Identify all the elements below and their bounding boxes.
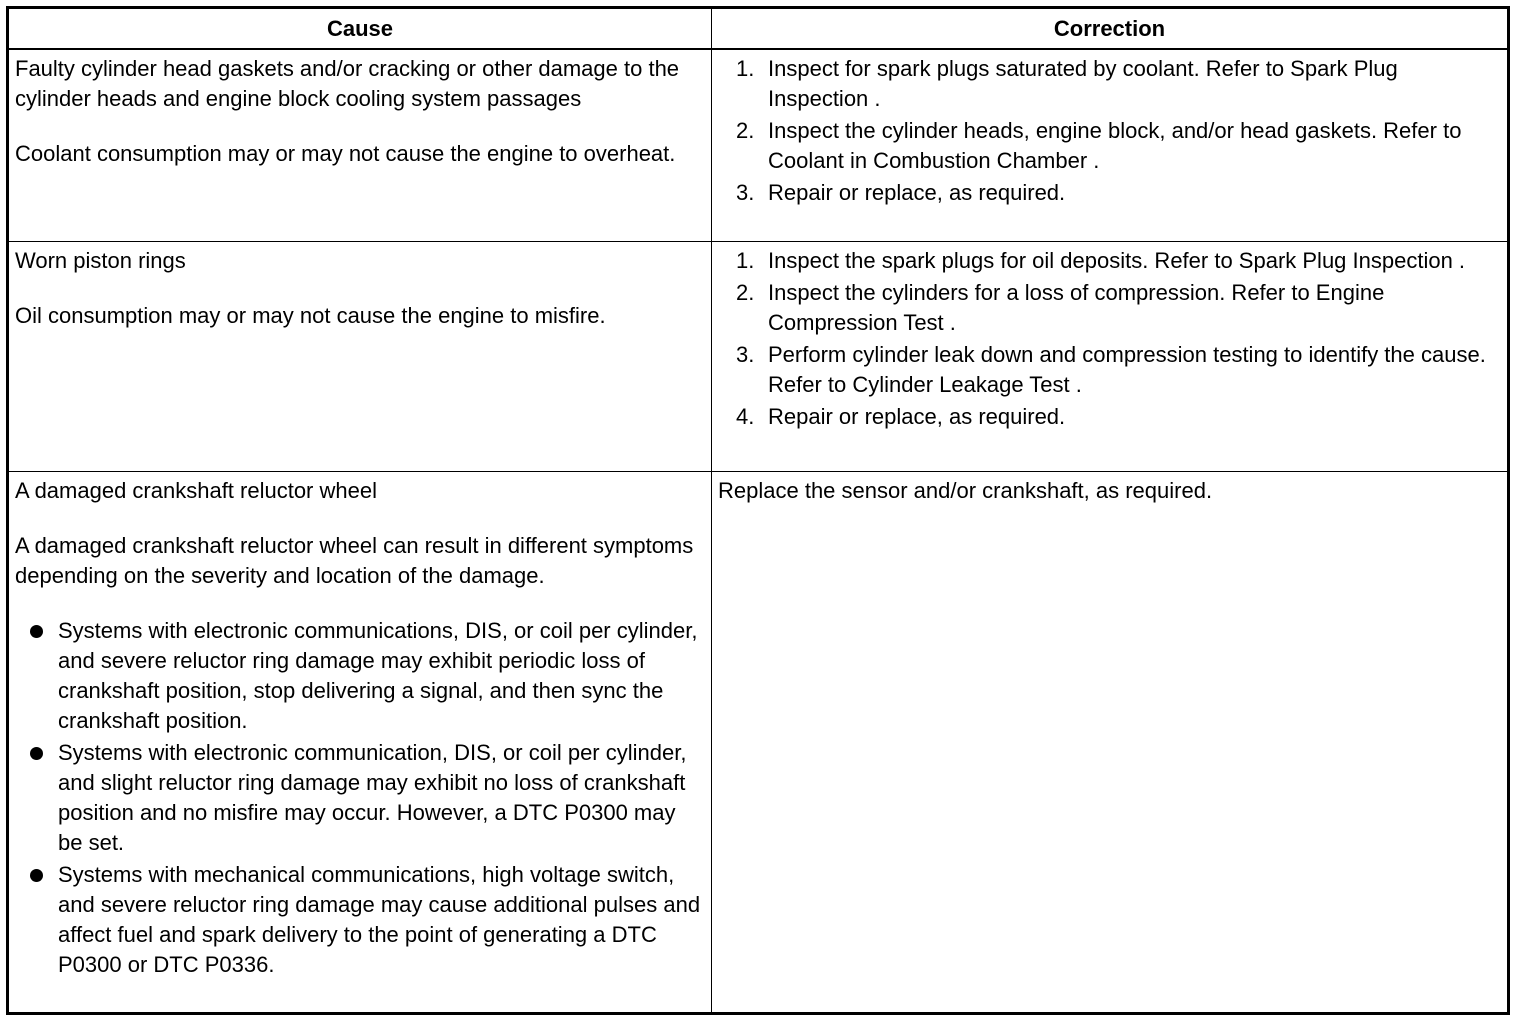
step-text: Inspect the spark plugs for oil deposits. Refer to Spark Plug Inspection .	[768, 248, 1466, 273]
step-text: Inspect the cylinders for a loss of compression. Refer to Engine Compression Test .	[768, 280, 1385, 335]
step-item	[718, 340, 1501, 400]
correction-steps	[718, 246, 1501, 432]
correction-cell	[712, 242, 1509, 472]
bullet-item	[15, 738, 705, 858]
step-number: 2.	[736, 280, 755, 305]
table-header-row	[8, 8, 1509, 50]
table-row	[8, 472, 1509, 1014]
step-item	[718, 278, 1501, 338]
diagnostic-table	[6, 6, 1510, 1015]
bullet-item	[15, 616, 705, 736]
step-number: 1.	[736, 248, 755, 273]
cause-cell	[8, 49, 712, 242]
step-number: 3.	[736, 180, 755, 205]
step-item	[718, 402, 1501, 432]
step-text: Inspect the cylinder heads, engine block, and/or head gaskets. Refer to Coolant in Combustion Chamber .	[768, 118, 1462, 173]
cause-cell	[8, 472, 712, 1014]
correction-cell	[712, 472, 1509, 1014]
correction-text: Replace the sensor and/or crankshaft, as required.	[718, 478, 1213, 503]
cause-text: A damaged crankshaft reluctor wheel	[15, 478, 377, 503]
correction-cell	[712, 49, 1509, 242]
step-item	[718, 178, 1501, 208]
step-text: Repair or replace, as required.	[768, 404, 1066, 429]
bullet-text: Systems with mechanical communications, high voltage switch, and severe reluctor ring damage may cause additional pulses and affect fuel and spark delivery to the point of generating a DTC P0300 or DTC P0336.	[58, 862, 701, 977]
step-number: 1.	[736, 56, 755, 81]
cause-note: Oil consumption may or may not cause the engine to misfire.	[15, 303, 606, 328]
bullet-text: Systems with electronic communications, DIS, or coil per cylinder, and severe reluctor ring damage may exhibit periodic loss of crankshaft position, stop delivering a signal, and then sync the crankshaft position.	[58, 618, 698, 733]
cause-note: A damaged crankshaft reluctor wheel can result in different symptoms depending on the severity and location of the damage.	[15, 533, 694, 588]
step-number: 2.	[736, 118, 755, 143]
bullet-dot-icon	[30, 747, 43, 760]
step-item	[718, 54, 1501, 114]
step-item	[718, 246, 1501, 276]
bullet-text: Systems with electronic communication, DIS, or coil per cylinder, and slight reluctor ring damage may exhibit no loss of crankshaft position and no misfire may occur. However, a DTC P0300 may be set.	[58, 740, 687, 855]
table-row	[8, 242, 1509, 472]
header-correction: Correction	[712, 8, 1509, 50]
step-text: Inspect for spark plugs saturated by coolant. Refer to Spark Plug Inspection .	[768, 56, 1398, 111]
cause-text: Worn piston rings	[15, 248, 186, 273]
step-number: 3.	[736, 342, 755, 367]
step-text: Repair or replace, as required.	[768, 180, 1066, 205]
cause-text: Faulty cylinder head gaskets and/or cracking or other damage to the cylinder heads and engine block cooling system passages	[15, 56, 680, 111]
correction-steps	[718, 54, 1501, 208]
table-row	[8, 49, 1509, 242]
bullet-dot-icon	[30, 625, 43, 638]
step-item	[718, 116, 1501, 176]
cause-cell	[8, 242, 712, 472]
cause-bullet-list	[15, 616, 705, 980]
header-cause: Cause	[8, 8, 712, 50]
step-text: Perform cylinder leak down and compression testing to identify the cause. Refer to Cylinder Leakage Test .	[768, 342, 1486, 397]
bullet-dot-icon	[30, 869, 43, 882]
bullet-item	[15, 860, 705, 980]
step-number: 4.	[736, 404, 755, 429]
cause-note: Coolant consumption may or may not cause the engine to overheat.	[15, 141, 676, 166]
